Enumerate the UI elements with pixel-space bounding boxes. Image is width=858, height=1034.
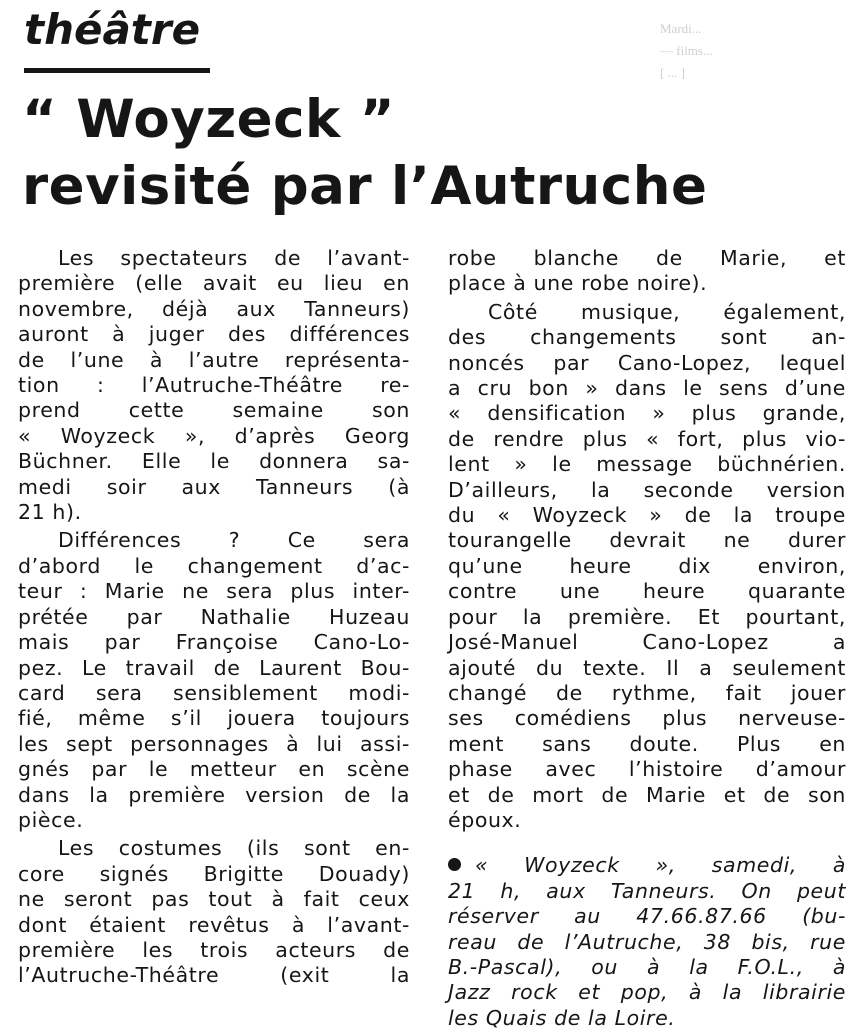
- text-line: pez. Le travail de Laurent Bou-: [18, 655, 410, 680]
- text-line: les Quais de la Loire.: [448, 1005, 676, 1030]
- bleed-through-text: [660, 18, 810, 84]
- text-line: l’Autruche-Théâtre (exit la: [18, 963, 410, 988]
- article-headline: [22, 86, 842, 220]
- text-line: prend cette semaine son: [18, 398, 410, 423]
- text-line: B.-Pascal), ou à la F.O.L., à: [448, 954, 846, 979]
- headline-line-2: revisité par l’Autruche: [22, 156, 708, 217]
- text-line: noncés par Cano-Lopez, lequel: [448, 350, 846, 375]
- text-line: ses comédiens plus nerveuse-: [448, 706, 846, 731]
- text-line: dans la première version de la: [18, 782, 410, 807]
- text-line: tourangelle devrait ne durer: [448, 528, 846, 553]
- text-line: Büchner. Elle le donnera sa-: [18, 449, 410, 474]
- text-line: fié, même s’il jouera toujours: [18, 706, 410, 731]
- text-line: a cru bon » dans le sens d’une: [448, 376, 846, 401]
- bleed-line: — films...: [660, 43, 713, 58]
- text-line: robe blanche de Marie, et: [448, 246, 846, 270]
- text-line: D’ailleurs, la seconde version: [448, 477, 846, 502]
- text-line: gnés par le metteur en scène: [18, 757, 410, 782]
- text-line: et de mort de Marie et de son: [448, 782, 846, 807]
- text-line: 21 h).: [18, 500, 82, 525]
- text-line: teur : Marie ne sera plus inter-: [18, 579, 410, 604]
- text-line: pièce.: [18, 807, 84, 832]
- bleed-line: [ ... ]: [660, 65, 685, 80]
- section-rubric: théâtre: [24, 5, 201, 54]
- text-line: « densification » plus grande,: [448, 401, 846, 426]
- left-column: [18, 246, 410, 992]
- text-line: dont étaient revêtus à l’avant-: [18, 912, 410, 937]
- paragraph-differences: [18, 528, 410, 833]
- text-line: card sera sensiblement modi-: [18, 680, 410, 705]
- paragraph-intro: [18, 246, 410, 525]
- text-line: prétée par Nathalie Huzeau: [18, 604, 410, 629]
- text-line: de l’une à l’autre représenta-: [18, 347, 410, 372]
- text-line: phase avec l’histoire d’amour: [448, 757, 846, 782]
- text-line: Côté musique, également,: [488, 299, 846, 324]
- text-line: ne seront pas tout à fait ceux: [18, 887, 410, 912]
- right-column: [448, 246, 846, 1034]
- text-line: José-Manuel Cano-Lopez a: [448, 630, 846, 655]
- headline-line-1: “ Woyzeck ”: [22, 89, 396, 150]
- text-line: du « Woyzeck » de la troupe: [448, 503, 846, 528]
- text-line: ajouté du texte. Il a seulement: [448, 655, 846, 680]
- text-line: mais par Françoise Cano-Lo-: [18, 630, 410, 655]
- text-line: place à une robe noire).: [448, 271, 708, 296]
- text-line: Jazz rock et pop, à la librairie: [448, 980, 846, 1005]
- text-line: des changements sont an-: [448, 325, 846, 350]
- text-line: « Woyzeck », d’après Georg: [18, 423, 410, 448]
- text-line: Les costumes (ils sont en-: [58, 836, 410, 861]
- bleed-line: Mardi...: [660, 21, 702, 36]
- text-line: de rendre plus « fort, plus vio-: [448, 426, 846, 451]
- performance-info: [448, 853, 846, 1031]
- text-line: première les trois acteurs de: [18, 937, 410, 962]
- text-line: medi soir aux Tanneurs (à: [18, 474, 410, 499]
- text-line: core signés Brigitte Douady): [18, 861, 410, 886]
- text-line: tion : l’Autruche-Théâtre re-: [18, 373, 410, 398]
- rubric-underline: [24, 68, 210, 73]
- text-line: d’abord le changement d’ac-: [18, 553, 410, 578]
- text-line: auront à juger des différences: [18, 322, 410, 347]
- text-line: première (elle avait eu lieu en: [18, 271, 410, 296]
- text-line: époux.: [448, 807, 522, 832]
- text-line: ment sans doute. Plus en: [448, 731, 846, 756]
- text-line: novembre, déjà aux Tanneurs): [18, 296, 410, 321]
- paragraph-music: [448, 300, 846, 834]
- text-line: lent » le message büchnérien.: [448, 452, 846, 477]
- bullet-icon: [448, 858, 461, 871]
- text-line: qu’une heure dix environ,: [448, 553, 846, 578]
- paragraph-costumes: [18, 836, 410, 988]
- text-line: [448, 853, 846, 878]
- text-line: Différences ? Ce sera: [58, 528, 410, 553]
- text-line: pour la première. Et pourtant,: [448, 604, 846, 629]
- text-line: Les spectateurs de l’avant-: [58, 246, 410, 270]
- text-line: changé de rythme, fait jouer: [448, 680, 846, 705]
- text-line: réserver au 47.66.87.66 (bu-: [448, 904, 846, 929]
- text-line-content: « Woyzeck », samedi, à: [475, 853, 846, 878]
- paragraph-costumes-continued: [448, 246, 846, 297]
- text-line: les sept personnages à lui assi-: [18, 731, 410, 756]
- text-line: reau de l’Autruche, 38 bis, rue: [448, 929, 846, 954]
- text-line: contre une heure quarante: [448, 579, 846, 604]
- text-line: 21 h, aux Tanneurs. On peut: [448, 878, 846, 903]
